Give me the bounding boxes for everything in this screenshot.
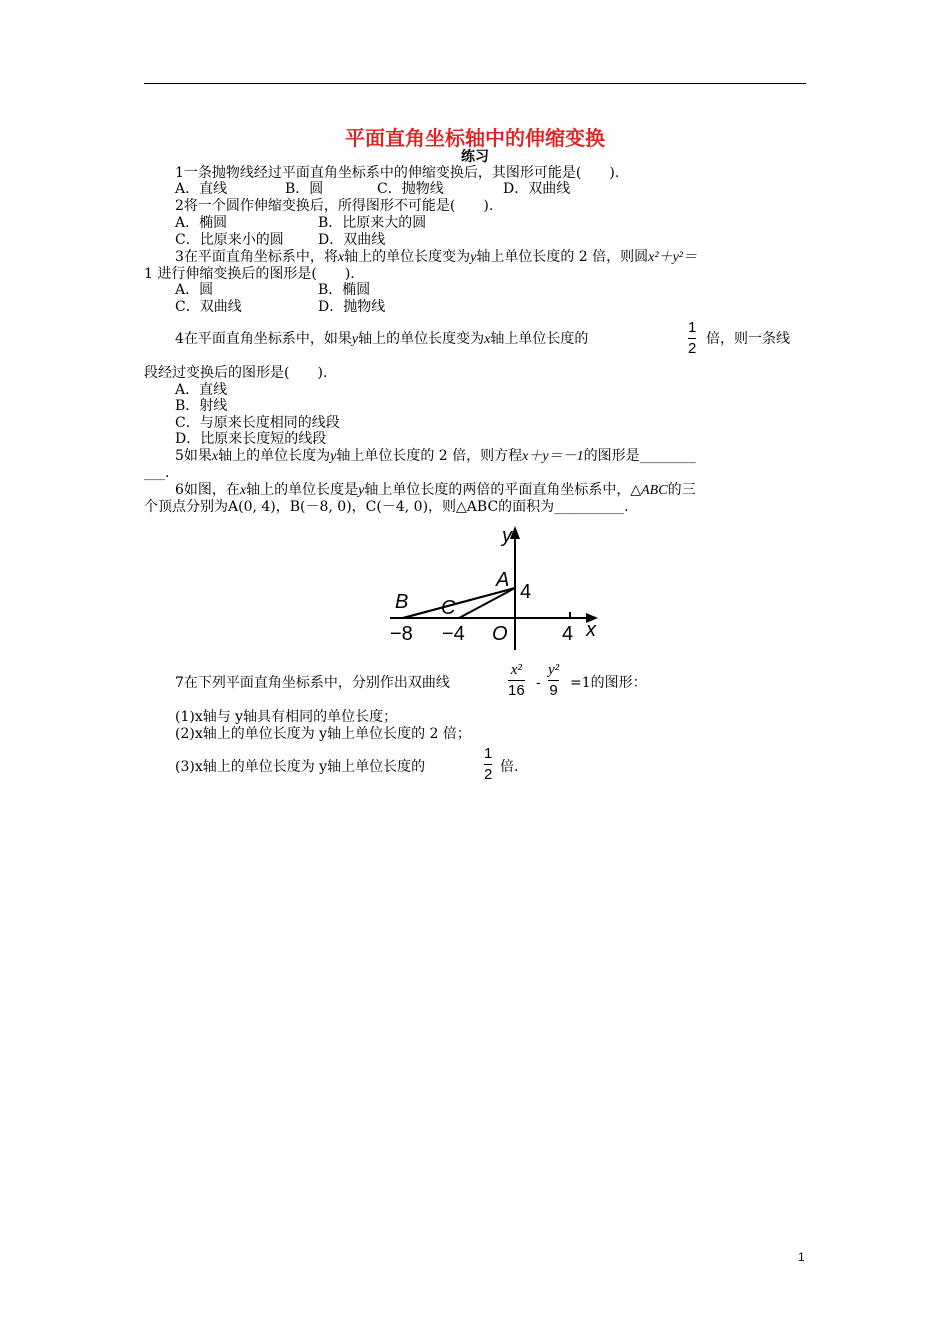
q7-stem: 7在下列平面直角坐标系中，分别作出双曲线 — [175, 675, 450, 691]
q5-stem: 5如果x轴上的单位长度为y轴上单位长度的 2 倍，则方程x＋y＝－1的图形是________ — [175, 448, 696, 464]
header-rule — [144, 83, 806, 84]
tick-label-x-4: 4 — [562, 623, 574, 645]
q1-stem: 1一条抛物线经过平面直角坐标系中的伸缩变换后，其图形可能是( ). — [175, 165, 620, 181]
q4-stem-line2: 段经过变换后的图形是( ). — [144, 365, 328, 381]
page-title: 平面直角坐标轴中的伸缩变换 — [345, 126, 605, 150]
tick-label-y-4: 4 — [520, 581, 532, 603]
q4-stem: 4在平面直角坐标系中，如果y轴上的单位长度变为x轴上单位长度的 — [175, 331, 589, 347]
q4-option-a: A．直线 — [175, 382, 228, 398]
q3-option-a: A．圆 — [175, 282, 214, 298]
q4-stem-tail: 倍，则一条线 — [706, 331, 790, 347]
tick-label-x-neg8: −8 — [390, 623, 413, 645]
q3-option-d: D．抛物线 — [318, 299, 386, 315]
q2-option-d: D．双曲线 — [318, 232, 386, 248]
triangle-figure — [380, 520, 610, 650]
q7-part-1: (1)x轴与 y轴具有相同的单位长度； — [175, 709, 398, 725]
point-label-c: C — [441, 597, 456, 619]
origin-label: O — [492, 623, 508, 645]
segment-ba — [403, 588, 515, 618]
q7-part-3-fraction: 1 2 — [484, 745, 493, 783]
q3-option-b: B．椭圆 — [318, 282, 371, 298]
section-subtitle: 练习 — [461, 149, 489, 165]
q7-part-3-tail: 倍. — [500, 759, 519, 775]
q7-stem-tail: =1的图形： — [570, 675, 647, 691]
q3-stem-line2: 1 进行伸缩变换后的图形是( ). — [144, 266, 355, 282]
q6-stem: 6如图，在x轴上的单位长度是y轴上单位长度的两倍的平面直角坐标系中，△ABC的三 — [175, 482, 696, 498]
point-label-b: B — [395, 591, 409, 613]
q1-option-b: B．圆 — [285, 181, 324, 197]
q1-option-a: A．直线 — [175, 181, 228, 197]
q2-option-a: A．椭圆 — [175, 215, 228, 231]
q7-fraction-x: x² 16 — [508, 662, 525, 699]
tick-label-x-neg4: −4 — [442, 623, 465, 645]
q7-minus: - — [536, 675, 541, 691]
page-number: 1 — [798, 1250, 805, 1264]
point-label-a: A — [496, 569, 510, 591]
q3-stem: 3在平面直角坐标系中，将x轴上的单位长度变为y轴上单位长度的 2 倍，则圆x²＋y²＝ — [175, 249, 697, 265]
q1-option-d: D．双曲线 — [503, 181, 571, 197]
q4-option-b: B．射线 — [175, 398, 228, 414]
q5-stem-line2: ___. — [144, 465, 170, 481]
q1-option-c: C．抛物线 — [377, 181, 444, 197]
q7-part-2: (2)x轴上的单位长度为 y轴上单位长度的 2 倍； — [175, 726, 471, 742]
q6-stem-line2: 个顶点分别为A(0, 4)，B(－8, 0)，C(－4, 0)，则△ABC的面积为__________. — [144, 499, 629, 515]
q2-option-c: C．比原来小的圆 — [175, 232, 284, 248]
q3-option-c: C．双曲线 — [175, 299, 242, 315]
q2-option-b: B．比原来大的圆 — [318, 215, 427, 231]
axis-label-x: x — [586, 619, 596, 641]
q4-fraction: 1 2 — [688, 319, 697, 357]
q4-option-c: C．与原来长度相同的线段 — [175, 415, 340, 431]
q2-stem: 2将一个圆作伸缩变换后，所得图形不可能是( ). — [175, 198, 494, 214]
q7-fraction-y: y² 9 — [548, 662, 560, 699]
axis-label-y: y — [502, 525, 512, 547]
q7-part-3: (3)x轴上的单位长度为 y轴上单位长度的 — [175, 759, 426, 775]
q4-option-d: D．比原来长度短的线段 — [175, 431, 327, 447]
